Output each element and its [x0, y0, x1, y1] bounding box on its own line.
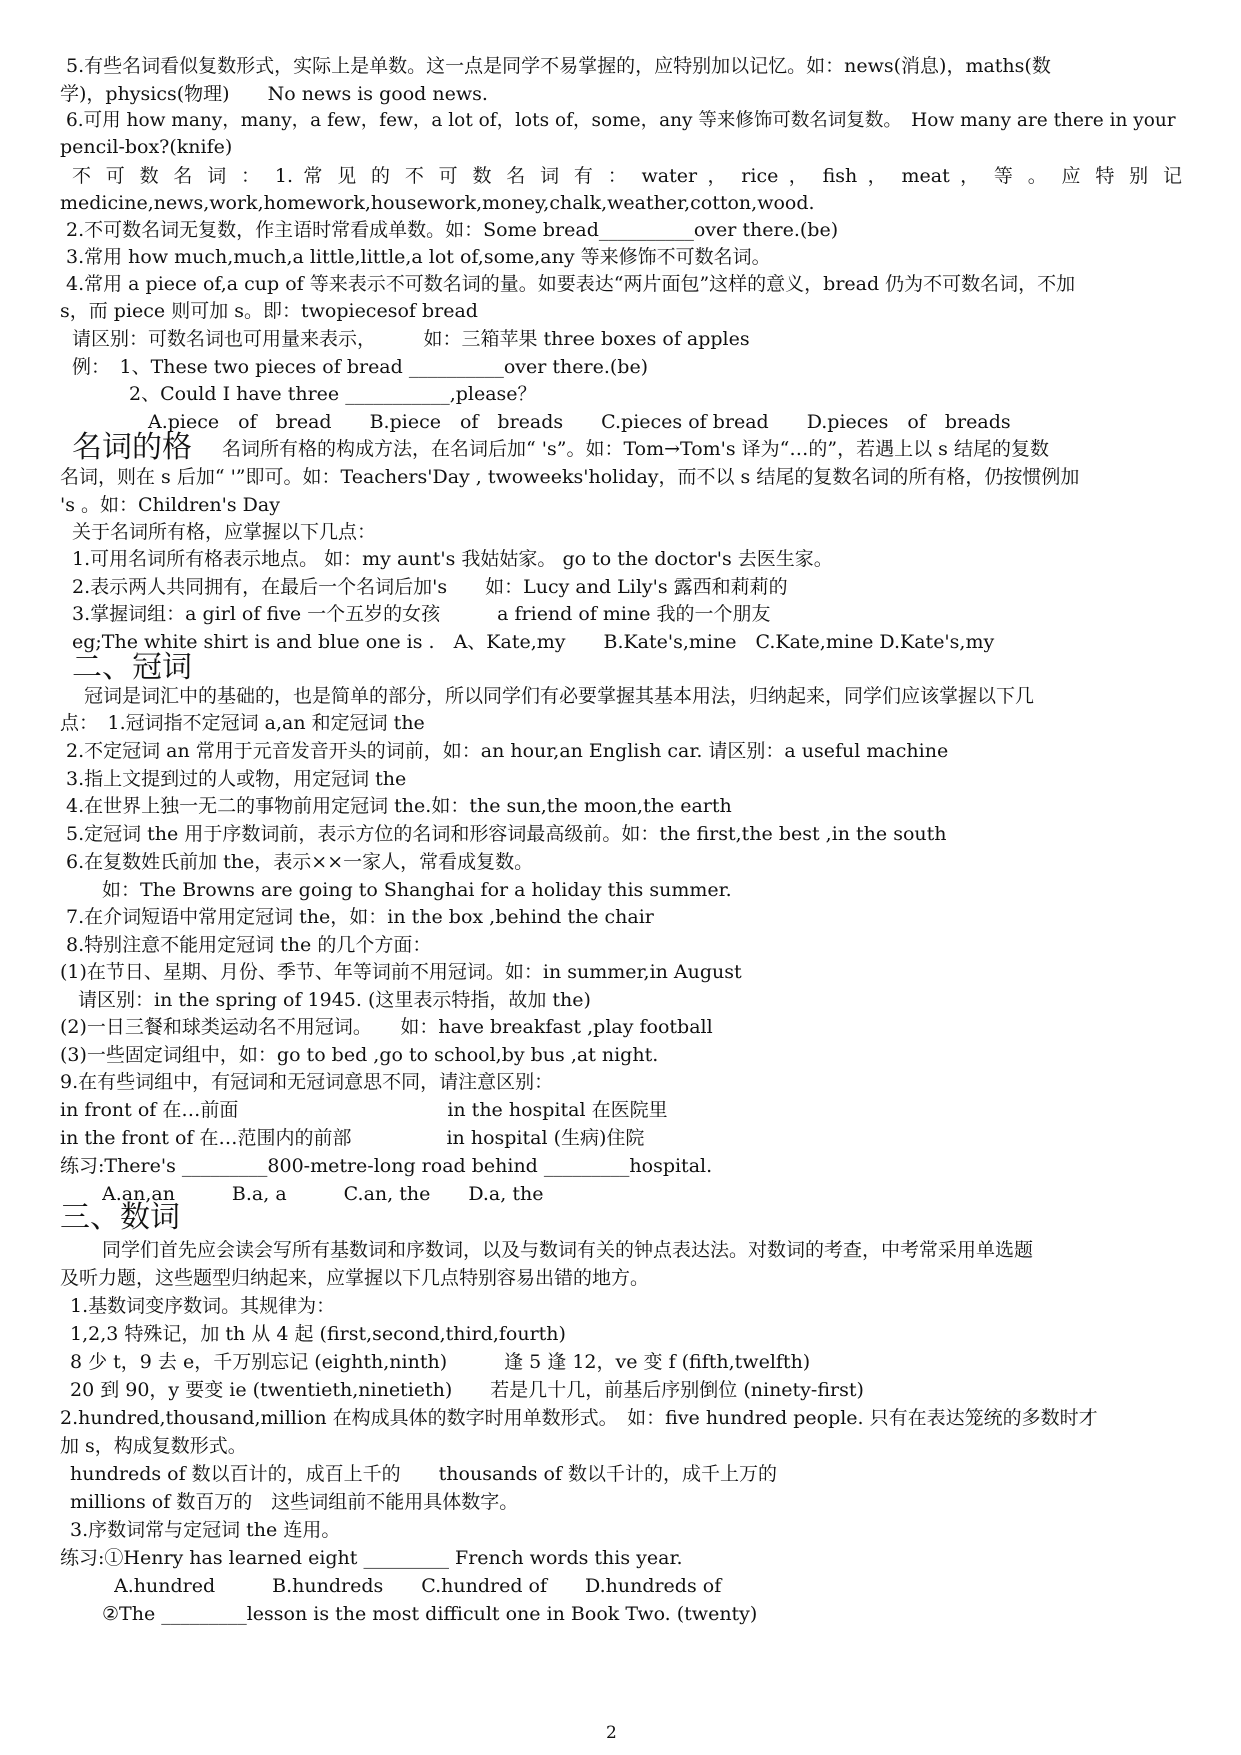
text-line: 请区别：可数名词也可用量来表示， 如：三箱苹果 three boxes of apples [72, 328, 750, 350]
text-line: A.an,an B.a, a C.an, the D.a, the [102, 1183, 544, 1205]
section-heading: 三、数词 [60, 1200, 180, 1235]
text-line: 6.在复数姓氏前加 the，表示××一家人，常看成复数。 [66, 851, 534, 873]
text-line: 1.可用名词所有格表示地点。 如：my aunt's 我姑姑家。 go to the doctor's 去医生家。 [72, 548, 833, 570]
text-line: 及听力题，这些题型归纳起来，应掌握以下几点特别容易出错的地方。 [60, 1267, 650, 1289]
text-line: 不 可 数 名 词 ： 1. 常 见 的 不 可 数 名 词 有 ： water ， rice ， fish ， meat ， 等 。 应 特 别 记 [72, 165, 1182, 187]
text-line: 2.hundred,thousand,million 在构成具体的数字时用单数形式。 如：five hundred people. 只有在表达笼统的多数时才 [60, 1407, 1098, 1429]
text-line: 冠词是词汇中的基础的，也是简单的部分，所以同学们有必要掌握其基本用法，归纳起来，同学们应该掌握以下几 [84, 685, 1035, 707]
text-line: 名词所有格的构成方法，在名词后加“ 's”。如：Tom→Tom's 译为“…的”，若遇上以 s 结尾的复数 [222, 438, 1049, 460]
text-line: (2)一日三餐和球类运动名不用冠词。 如：have breakfast ,play football [60, 1016, 713, 1038]
text-line: 20 到 90，y 要变 ie (twentieth,ninetieth) 若是几十几，前基后序别倒位 (ninety-first) [70, 1379, 864, 1401]
text-line: 6.可用 how many，many，a few，few，a lot of，lots of，some，any 等来修饰可数名词复数。 How many are there in your [66, 110, 1176, 131]
text-line: 3.掌握词组：a girl of five 一个五岁的女孩 a friend of mine 我的一个朋友 [72, 603, 771, 625]
text-line: 点： 1.冠词指不定冠词 a,an 和定冠词 the [60, 712, 425, 734]
text-line: 9.在有些词组中，有冠词和无冠词意思不同，请注意区别： [60, 1071, 554, 1093]
section-heading: 二、冠词 [72, 650, 192, 685]
text-line: eg;The white shirt is and blue one is . A、Kate,my B.Kate's,mine C.Kate,mine D.Kate's,my [72, 631, 995, 653]
text-line: 例： 1、These two pieces of bread __________over there.(be) [72, 356, 649, 378]
text-line: 4.在世界上独一无二的事物前用定冠词 the.如：the sun,the moon,the earth [66, 795, 732, 817]
text-line: 同学们首先应会读会写所有基数词和序数词，以及与数词有关的钟点表达法。对数词的考查，中考常采用单选题 [102, 1239, 1034, 1261]
text-line: 5.有些名词看似复数形式，实际上是单数。这一点是同学不易掌握的，应特别加以记忆。如：news(消息)，maths(数 [66, 55, 1051, 77]
text-line: 如：The Browns are going to Shanghai for a holiday this summer. [102, 879, 732, 901]
text-line: 8 少 t，9 去 e，千万别忘记 (eighth,ninth) 逢 5 逢 12，ve 变 f (fifth,twelfth) [70, 1351, 811, 1373]
text-line: s，而 piece 则可加 s。即：twopiecesof bread [60, 300, 478, 322]
text-line: 2.不定冠词 an 常用于元音发音开头的词前，如：an hour,an English car. 请区别：a useful machine [66, 740, 949, 762]
text-line: 练习:There's _________800-metre-long road behind _________hospital. [60, 1155, 713, 1177]
text-line: 3.常用 how much,much,a little,little,a lot of,some,any 等来修饰不可数名词。 [66, 246, 771, 268]
text-line: 关于名词所有格，应掌握以下几点： [72, 521, 377, 543]
text-line: 练习:①Henry has learned eight _________ French words this year. [60, 1547, 683, 1569]
text-line: medicine,news,work,homework,housework,money,chalk,weather,cotton,wood. [60, 192, 815, 214]
text-line: 名词，则在 s 后加“ '”即可。如：Teachers'Day , twoweeks'holiday，而不以 s 结尾的复数名词的所有格，仍按惯例加 [60, 466, 1080, 488]
text-line: in the front of 在…范围内的前部 in hospital (生病)住院 [60, 1127, 645, 1149]
text-line: millions of 数百万的 这些词组前不能用具体数字。 [70, 1491, 519, 1513]
text-line: 加 s，构成复数形式。 [60, 1435, 247, 1457]
text-line: 5.定冠词 the 用于序数词前，表示方位的名词和形容词最高级前。如：the first,the best ,in the south [66, 823, 947, 845]
text-line: 1,2,3 特殊记，加 th 从 4 起 (first,second,third,fourth) [70, 1323, 566, 1345]
text-line: 2.不可数名词无复数，作主语时常看成单数。如：Some bread__________over there.(be) [66, 219, 839, 241]
text-line: 2.表示两人共同拥有，在最后一个名词后加's 如：Lucy and Lily's 露西和莉莉的 [72, 576, 788, 598]
text-line: 1.基数词变序数词。其规律为： [70, 1295, 336, 1317]
text-line: (3)一些固定词组中，如：go to bed ,go to school,by bus ,at night. [60, 1044, 659, 1066]
text-line: A.hundred B.hundreds C.hundred of D.hundreds of [114, 1575, 722, 1597]
text-line: (1)在节日、星期、月份、季节、年等词前不用冠词。如：in summer,in August [60, 961, 742, 983]
text-line: 学)，physics(物理) No news is good news. [60, 83, 488, 105]
text-line: 请区别：in the spring of 1945. (这里表示特指，故加 the) [78, 989, 591, 1011]
text-line: in front of 在…前面 in the hospital 在医院里 [60, 1099, 668, 1121]
text-line: 8.特别注意不能用定冠词 the 的几个方面： [66, 934, 432, 956]
section-heading: 名词的格 [72, 430, 192, 465]
text-line: 2、Could I have three ___________,please？ [72, 383, 537, 405]
page-number: 2 [606, 1723, 617, 1743]
text-line: hundreds of 数以百计的，成百上千的 thousands of 数以千计的，成千上万的 [70, 1463, 777, 1485]
text-line: 3.指上文提到过的人或物，用定冠词 the [66, 768, 407, 790]
text-line: 3.序数词常与定冠词 the 连用。 [70, 1519, 341, 1541]
text-line: 7.在介词短语中常用定冠词 the，如：in the box ,behind the chair [66, 906, 654, 928]
text-line: 's 。如：Children's Day [60, 494, 280, 516]
text-line: A.piece of bread B.piece of breads C.pieces of bread D.pieces of breads [72, 411, 1011, 433]
text-line: 4.常用 a piece of,a cup of 等来表示不可数名词的量。如要表达“两片面包”这样的意义，bread 仍为不可数名词，不加 [66, 273, 1076, 295]
text-line: pencil-box?(knife) [60, 136, 233, 158]
text-line: ②The _________lesson is the most difficult one in Book Two. (twenty) [102, 1603, 758, 1625]
